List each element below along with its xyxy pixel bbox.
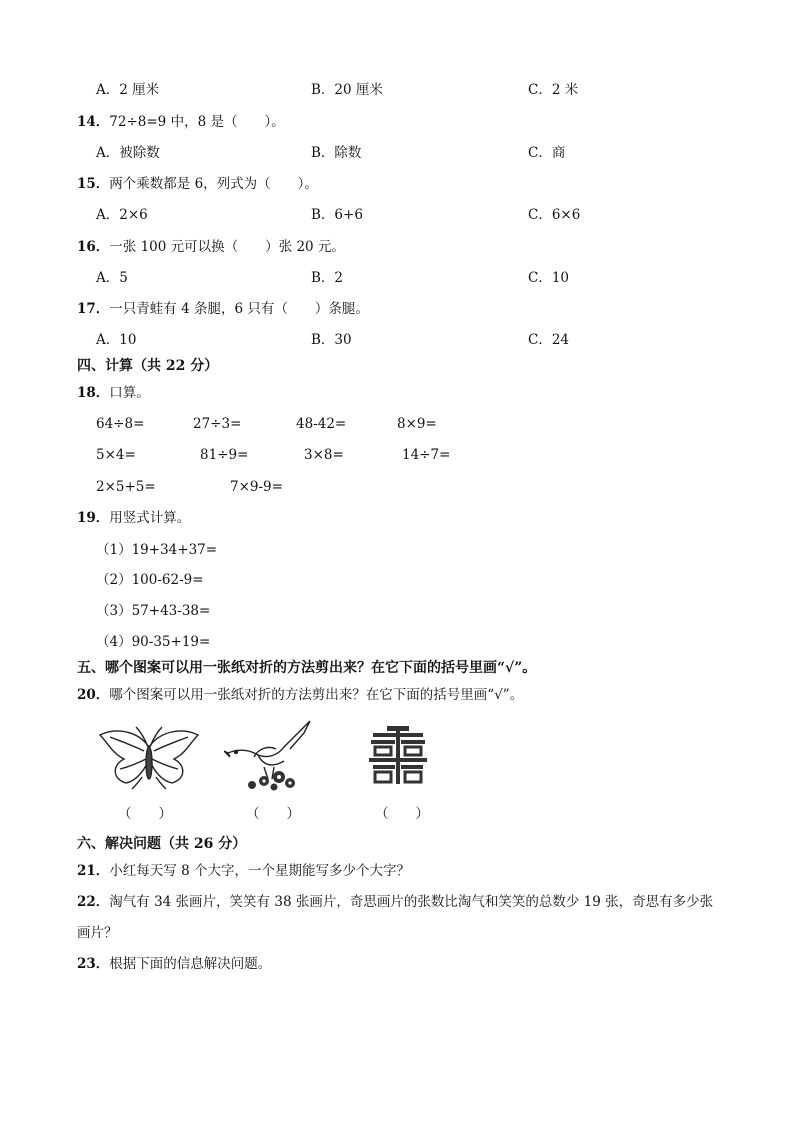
question-21 [77,865,410,879]
question-17 [77,303,369,317]
question-text: 一只青蛙有 4 条腿，6 只有（ ）条腿。 [109,301,369,317]
answer-bracket[interactable]: （ ） [118,806,172,822]
q17-option-a: A．10 [96,332,137,348]
question-number: 16． [77,239,110,255]
bird-flower-pattern-image [224,719,314,791]
calc-item: 3×8= [304,447,344,463]
question-text: 两个乘数都是 6，列式为（ ）。 [109,176,318,192]
answer-bracket[interactable]: （ ） [375,806,429,822]
calc-item: 8×9= [397,416,437,432]
q14-option-b: B．除数 [311,145,362,161]
question-19 [77,512,190,526]
answer-bracket[interactable]: （ ） [246,806,300,822]
vertical-calc-item: （2）100-62-9= [96,572,204,588]
question-16 [77,241,345,255]
section-4-heading: 四、计算（共 22 分） [77,358,219,374]
vertical-calc-item: （4）90-35+19= [96,634,211,650]
question-18 [77,387,150,401]
q14-option-a: A．被除数 [96,145,160,161]
calc-item: 14÷7= [402,447,451,463]
calc-item: 7×9-9= [230,479,283,495]
q13-option-b: B．20 厘米 [311,82,383,98]
calc-item: 64÷8= [96,416,145,432]
question-22-continued: 画片？ [77,925,118,941]
question-number: 21． [77,863,110,879]
question-15 [77,178,318,192]
q15-option-b: B．6+6 [311,207,363,223]
calc-item: 48-42= [296,416,347,432]
calc-item: 2×5+5= [96,479,156,495]
question-number: 19． [77,510,110,526]
question-14 [77,116,285,130]
q17-option-c: C．24 [528,332,570,348]
q13-option-c: C．2 米 [528,82,579,98]
question-text: 哪个图案可以用一张纸对折的方法剪出来？在它下面的括号里画“√”。 [109,687,524,703]
calc-item: 81÷9= [200,447,249,463]
vertical-calc-item: （3）57+43-38= [96,603,211,619]
question-23 [77,958,271,972]
question-number: 23． [77,956,110,972]
q13-option-a: A．2 厘米 [96,82,160,98]
question-number: 20． [77,687,110,703]
q17-option-b: B．30 [311,332,352,348]
question-text: 72÷8=9 中，8 是（ ）。 [109,114,285,130]
q14-option-c: C．商 [528,145,566,161]
question-22 [77,896,713,910]
q16-option-c: C．10 [528,270,570,286]
question-text: 用竖式计算。 [109,510,191,526]
q16-option-b: B．2 [311,270,344,286]
question-number: 22． [77,894,110,910]
question-number: 15． [77,176,110,192]
question-20 [77,689,523,703]
calc-item: 5×4= [96,447,136,463]
section-6-heading: 六、解决问题（共 26 分） [77,836,247,852]
question-text: 根据下面的信息解决问题。 [109,956,272,972]
vertical-calc-item: （1）19+34+37= [96,542,218,558]
q15-option-a: A．2×6 [96,207,148,223]
question-text: 淘气有 34 张画片，笑笑有 38 张画片，奇思画片的张数比淘气和笑笑的总数少 19 张，奇思有多少张 [109,894,714,910]
question-text: 小红每天写 8 个大字，一个星期能写多少个大字？ [109,863,410,879]
section-5-heading: 五、哪个图案可以用一张纸对折的方法剪出来？在它下面的括号里画“√”。 [77,660,537,676]
q15-option-c: C．6×6 [528,207,581,223]
calc-item: 27÷3= [193,416,242,432]
question-text: 口算。 [109,385,150,401]
question-text: 一张 100 元可以换（ ）张 20 元。 [109,239,345,255]
question-number: 14． [77,114,110,130]
butterfly-pattern-image [98,725,200,791]
question-number: 18． [77,385,110,401]
double-happiness-pattern-image [369,726,427,786]
question-number: 17． [77,301,110,317]
q16-option-a: A．5 [96,270,128,286]
